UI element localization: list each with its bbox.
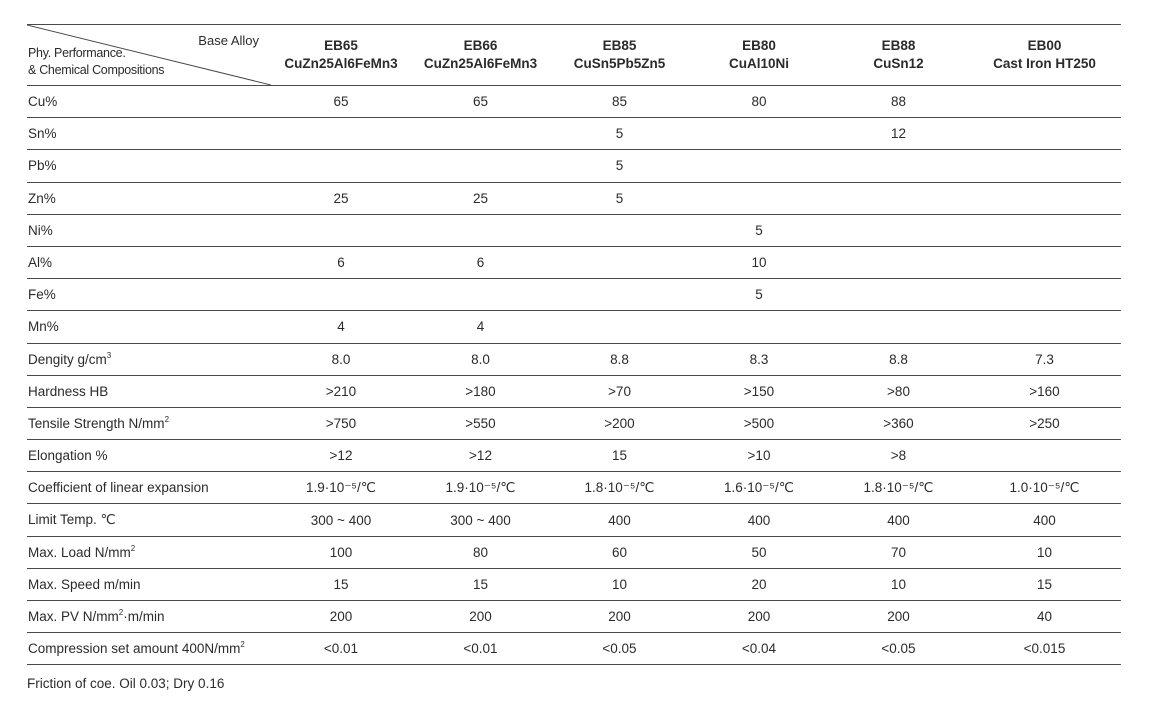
value-cell: 15 xyxy=(1036,576,1053,592)
table-row xyxy=(27,568,1121,600)
column-alloy: CuAl10Ni xyxy=(728,56,789,71)
value-cell: <0.05 xyxy=(881,641,916,657)
value-cell: 10 xyxy=(1036,544,1053,560)
value-cell: 200 xyxy=(608,609,631,625)
value-cell xyxy=(271,118,411,150)
value-cell: 200 xyxy=(469,609,492,625)
column-header-eb00 xyxy=(968,25,1121,86)
value-cell xyxy=(968,246,1121,278)
row-label: Ni% xyxy=(28,222,53,238)
row-label: Coefficient of linear expansion xyxy=(28,480,209,496)
column-alloy: Cast Iron HT250 xyxy=(993,56,1096,71)
value-cell xyxy=(968,440,1121,472)
value-cell: >12 xyxy=(329,448,353,464)
row-label: Mn% xyxy=(28,319,59,335)
table-row xyxy=(27,150,1121,182)
table-row xyxy=(27,536,1121,568)
value-cell: 400 xyxy=(747,512,771,528)
value-cell: 60 xyxy=(611,544,628,560)
column-header-eb80 xyxy=(689,25,829,86)
value-cell xyxy=(829,246,968,278)
value-cell: 300 ~ 400 xyxy=(310,512,372,528)
value-cell: 400 xyxy=(608,512,631,528)
value-cell: 15 xyxy=(611,448,628,464)
value-cell xyxy=(271,279,411,311)
column-code: EB65 xyxy=(324,38,358,53)
value-cell: 80 xyxy=(751,94,767,110)
column-header-eb66 xyxy=(411,25,550,86)
row-label: Zn% xyxy=(28,190,56,206)
column-code: EB85 xyxy=(602,38,637,53)
table-row xyxy=(27,182,1121,214)
value-cell: 4 xyxy=(337,319,345,335)
value-cell: 15 xyxy=(333,576,349,592)
value-cell: 10 xyxy=(611,576,628,592)
value-cell: 200 xyxy=(747,609,771,625)
value-cell: 5 xyxy=(755,222,763,238)
table-row xyxy=(27,504,1121,536)
value-cell: <0.01 xyxy=(463,641,498,657)
value-cell: 70 xyxy=(890,544,907,560)
column-header-eb85 xyxy=(550,25,689,86)
value-cell: >12 xyxy=(469,448,492,464)
row-label: Limit Temp. ℃ xyxy=(28,512,116,528)
value-cell: 200 xyxy=(887,609,910,625)
value-cell: >150 xyxy=(743,383,775,399)
value-cell: <0.015 xyxy=(1023,641,1066,657)
table-row xyxy=(27,601,1121,633)
value-cell: 100 xyxy=(329,544,353,560)
value-cell: 88 xyxy=(890,94,907,110)
value-cell: >210 xyxy=(325,383,357,399)
column-alloy: CuSn12 xyxy=(873,56,924,71)
column-code: EB00 xyxy=(1027,38,1062,53)
table-row xyxy=(27,472,1121,504)
base-alloy-label: Base Alloy xyxy=(198,33,259,48)
value-cell: 85 xyxy=(611,94,628,110)
corner-header-cell xyxy=(27,25,271,86)
alloy-properties-table xyxy=(27,24,1121,665)
value-cell xyxy=(968,182,1121,214)
row-label: Pb% xyxy=(28,158,57,174)
value-cell xyxy=(689,311,829,343)
value-cell xyxy=(550,214,689,246)
value-cell: 8.3 xyxy=(749,351,769,367)
value-cell: 10 xyxy=(751,255,767,271)
value-cell: 65 xyxy=(333,94,349,110)
value-cell: <0.05 xyxy=(602,641,637,657)
value-cell: 10 xyxy=(890,576,907,592)
row-label: Dengity $g/cm^3$ xyxy=(28,350,112,367)
value-cell: 400 xyxy=(887,512,910,528)
table-row xyxy=(27,86,1121,118)
value-cell: 1.8·10⁻⁵/℃ xyxy=(863,479,934,495)
value-cell: 5 xyxy=(615,158,624,174)
value-cell xyxy=(968,150,1121,182)
value-cell: 1.9·10⁻⁵/℃ xyxy=(445,479,516,495)
value-cell: 5 xyxy=(755,287,763,303)
value-cell: 25 xyxy=(333,190,349,206)
alloy-properties-table-container xyxy=(27,24,1121,665)
value-cell: 40 xyxy=(1036,609,1053,625)
table-row xyxy=(27,440,1121,472)
value-cell: 1.8·10⁻⁵/℃ xyxy=(584,479,655,495)
value-cell: 4 xyxy=(476,319,485,335)
value-cell: >250 xyxy=(1029,415,1060,431)
column-header-eb88 xyxy=(829,25,968,86)
value-cell xyxy=(968,86,1121,118)
value-cell xyxy=(271,150,411,182)
value-cell xyxy=(550,311,689,343)
row-label: Hardness HB xyxy=(28,383,109,399)
row-label: Sn% xyxy=(28,126,57,142)
row-label: Fe% xyxy=(28,287,56,303)
value-cell: >200 xyxy=(604,415,635,431)
column-code: EB80 xyxy=(742,38,776,53)
value-cell: >160 xyxy=(1029,383,1060,399)
row-label: Max. PV $N/mm^2\cdot m/\min$ xyxy=(28,608,165,625)
table-row xyxy=(27,375,1121,407)
row-label: Max. Load $N/mm^2$ xyxy=(28,543,136,560)
value-cell: <0.01 xyxy=(323,641,359,657)
properties-label: Phy. Performance. & Chemical Compositions xyxy=(28,46,165,77)
value-cell: 200 xyxy=(329,609,353,625)
table-row xyxy=(27,214,1121,246)
value-cell: 400 xyxy=(1033,512,1056,528)
value-cell xyxy=(829,150,968,182)
value-cell: 7.3 xyxy=(1035,351,1054,367)
value-cell: 20 xyxy=(751,576,767,592)
row-label: Max. Speed m/min xyxy=(28,576,141,592)
value-cell: 300 ~ 400 xyxy=(450,512,511,528)
value-cell: >180 xyxy=(465,383,496,399)
table-row xyxy=(27,118,1121,150)
value-cell xyxy=(271,214,411,246)
value-cell xyxy=(689,182,829,214)
value-cell: >80 xyxy=(887,383,910,399)
value-cell: 8.0 xyxy=(331,351,351,367)
row-label: Compression set amount $400N/mm^2$ xyxy=(28,640,245,657)
value-cell: >360 xyxy=(883,415,914,431)
value-cell: >70 xyxy=(608,383,631,399)
value-cell xyxy=(411,150,550,182)
row-label: Al% xyxy=(28,255,53,271)
value-cell xyxy=(411,214,550,246)
value-cell: >550 xyxy=(465,415,496,431)
row-label: Cu% xyxy=(28,94,58,110)
value-cell: 5 xyxy=(615,190,624,206)
column-alloy: CuZn25Al6FeMn3 xyxy=(423,56,538,71)
value-cell: <0.04 xyxy=(741,641,777,657)
value-cell xyxy=(968,214,1121,246)
value-cell: 6 xyxy=(337,255,345,271)
table-row xyxy=(27,633,1121,665)
value-cell: >10 xyxy=(747,448,771,464)
value-cell xyxy=(968,311,1121,343)
header-row xyxy=(27,25,1121,86)
value-cell: 1.0·10⁻⁵/℃ xyxy=(1009,479,1080,495)
column-code: EB88 xyxy=(881,38,916,53)
table-row xyxy=(27,279,1121,311)
value-cell: 8.0 xyxy=(471,351,490,367)
value-cell: >8 xyxy=(890,448,907,464)
value-cell xyxy=(829,182,968,214)
value-cell xyxy=(550,246,689,278)
value-cell: 12 xyxy=(890,126,907,142)
value-cell xyxy=(411,118,550,150)
value-cell: 6 xyxy=(476,255,485,271)
friction-footnote: Friction of coe. Oil 0.03; Dry 0.16 xyxy=(27,676,225,691)
value-cell: 8.8 xyxy=(889,351,908,367)
row-label: Elongation % xyxy=(28,448,108,464)
table-body xyxy=(27,86,1121,665)
value-cell xyxy=(550,279,689,311)
value-cell xyxy=(689,150,829,182)
value-cell: 80 xyxy=(472,544,489,560)
value-cell: >500 xyxy=(743,415,775,431)
value-cell xyxy=(968,118,1121,150)
value-cell: 15 xyxy=(472,576,489,592)
value-cell xyxy=(829,279,968,311)
value-cell: 25 xyxy=(472,190,489,206)
value-cell xyxy=(829,214,968,246)
value-cell: 8.8 xyxy=(610,351,629,367)
column-code: EB66 xyxy=(463,38,498,53)
column-alloy: CuSn5Pb5Zn5 xyxy=(573,56,666,71)
value-cell: >750 xyxy=(325,415,357,431)
value-cell: 1.9·10⁻⁵/℃ xyxy=(306,479,376,495)
column-alloy: CuZn25Al6FeMn3 xyxy=(284,56,398,71)
value-cell xyxy=(968,279,1121,311)
table-row xyxy=(27,311,1121,343)
value-cell xyxy=(829,311,968,343)
column-header-eb65 xyxy=(271,25,411,86)
value-cell xyxy=(689,118,829,150)
value-cell xyxy=(411,279,550,311)
value-cell: 5 xyxy=(615,126,624,142)
value-cell: 65 xyxy=(472,94,489,110)
value-cell: 1.6·10⁻⁵/℃ xyxy=(724,479,794,495)
row-label: Tensile Strength $N/mm^2$ xyxy=(28,414,170,431)
table-row xyxy=(27,343,1121,375)
table-row xyxy=(27,407,1121,439)
value-cell: 50 xyxy=(751,544,767,560)
table-row xyxy=(27,246,1121,278)
